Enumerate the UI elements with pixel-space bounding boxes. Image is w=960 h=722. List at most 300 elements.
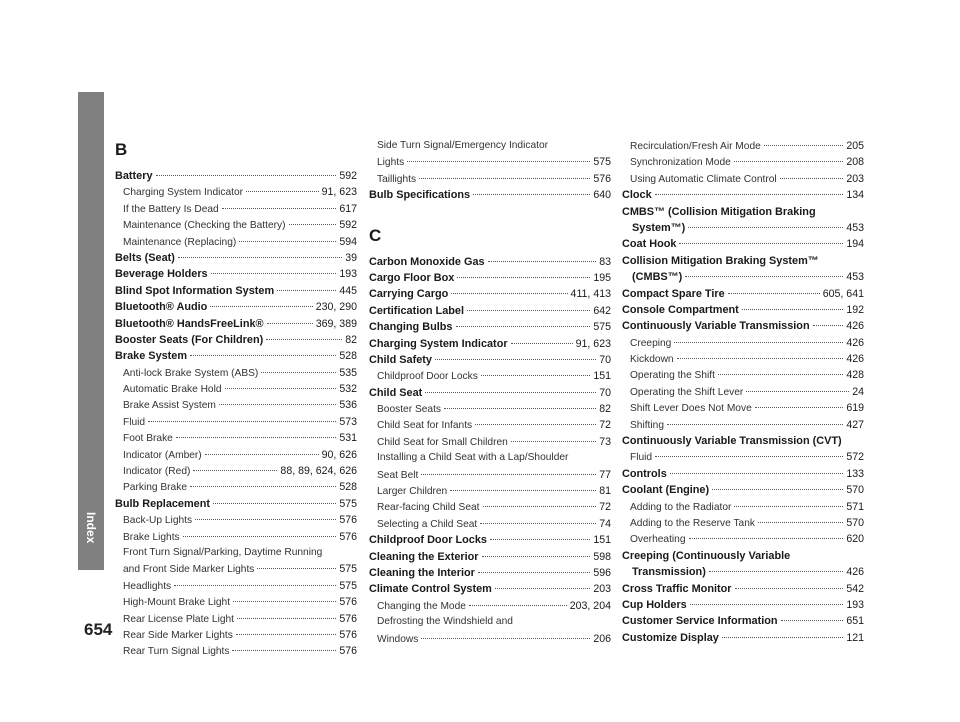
dot-leader — [722, 637, 843, 638]
index-column-1 — [115, 140, 357, 660]
index-subentry — [115, 545, 357, 561]
entry-page-ref: 426 — [846, 566, 864, 579]
dot-leader — [473, 194, 590, 195]
entry-term: Child Seat for Infants — [377, 420, 473, 432]
index-entry — [115, 299, 357, 315]
index-entry — [622, 581, 864, 597]
dot-leader — [193, 470, 277, 471]
entry-term: Belts (Seat) — [115, 251, 175, 264]
entry-term: Carbon Monoxide Gas — [369, 255, 485, 268]
dot-leader — [211, 273, 337, 274]
entry-term: Creeping — [630, 337, 672, 349]
dot-leader — [456, 326, 591, 327]
index-subentry — [115, 627, 357, 643]
index-subentry — [369, 434, 611, 450]
dot-leader — [421, 638, 590, 639]
index-entry — [369, 549, 611, 565]
entry-term: Windows — [377, 633, 419, 645]
index-subentry — [622, 367, 864, 383]
dot-leader — [655, 194, 844, 195]
entry-term: Childproof Door Locks — [377, 371, 478, 383]
entry-page-ref: 81 — [599, 485, 611, 498]
dot-leader — [677, 358, 844, 359]
entry-term: Coolant (Engine) — [622, 484, 710, 497]
entry-page-ref: 642 — [593, 304, 611, 317]
entry-term: Battery — [115, 170, 153, 182]
entry-page-ref: 74 — [599, 517, 611, 530]
index-entry — [115, 316, 357, 332]
entry-term: and Front Side Marker Lights — [123, 564, 255, 576]
index-subentry — [622, 499, 864, 515]
index-section-letter: B — [115, 140, 128, 159]
index-entry — [622, 564, 864, 580]
entry-page-ref: 426 — [846, 353, 864, 366]
entry-term: Fluid — [123, 416, 146, 428]
entry-term: Cross Traffic Monitor — [622, 582, 732, 595]
entry-term: Brake System — [115, 350, 188, 363]
entry-term: Anti-lock Brake System (ABS) — [123, 367, 259, 379]
entry-term: Clock — [622, 189, 652, 202]
index-subentry — [369, 401, 611, 417]
dot-leader — [483, 506, 597, 507]
index-entry — [115, 168, 357, 184]
index-subentry — [115, 643, 357, 659]
entry-term: Installing a Child Seat with a Lap/Shoulder — [377, 452, 569, 464]
index-subentry — [115, 463, 357, 479]
dot-leader — [734, 506, 843, 507]
entry-page-ref: 426 — [846, 320, 864, 333]
index-section-letter: C — [369, 225, 382, 245]
entry-term: Parking Brake — [123, 482, 187, 494]
entry-term: Cargo Floor Box — [369, 271, 455, 284]
entry-term: Child Safety — [369, 353, 432, 366]
entry-page-ref: 230, 290 — [315, 301, 357, 314]
dot-leader — [277, 290, 336, 291]
entry-page-ref: 453 — [846, 221, 864, 234]
dot-leader — [236, 634, 336, 635]
index-subentry — [115, 479, 357, 495]
entry-term: Kickdown — [630, 354, 674, 366]
entry-term: Operating the Shift — [630, 370, 715, 382]
index-entry — [115, 283, 357, 299]
dot-leader — [478, 572, 590, 573]
index-subentry — [369, 138, 611, 154]
entry-page-ref: 576 — [339, 596, 357, 609]
entry-page-ref: 575 — [339, 579, 357, 592]
entry-term: Operating the Shift Lever — [630, 386, 744, 398]
dot-leader — [222, 208, 337, 209]
entry-term: Bulb Replacement — [115, 497, 211, 510]
index-subentry — [622, 171, 864, 187]
dot-leader — [289, 224, 337, 225]
index-subentry — [369, 154, 611, 170]
entry-page-ref: 598 — [593, 550, 611, 563]
entry-term: Recirculation/Fresh Air Mode — [630, 141, 761, 152]
entry-term: Indicator (Red) — [123, 466, 191, 478]
dot-leader — [655, 456, 843, 457]
entry-term: Collision Mitigation Braking System™ — [622, 254, 819, 267]
index-entry — [369, 336, 611, 352]
index-entry — [115, 348, 357, 364]
entry-page-ref: 594 — [339, 235, 357, 248]
entry-page-ref: 528 — [339, 481, 357, 494]
entry-page-ref: 531 — [339, 432, 357, 445]
entry-page-ref: 571 — [846, 500, 864, 513]
dot-leader — [481, 375, 591, 376]
entry-page-ref: 620 — [846, 533, 864, 546]
entry-page-ref: 88, 89, 624, 626 — [280, 465, 357, 478]
entry-page-ref: 203 — [593, 583, 611, 596]
entry-page-ref: 428 — [846, 369, 864, 382]
index-subentry — [115, 201, 357, 217]
entry-term: Brake Assist System — [123, 400, 216, 412]
entry-page-ref: 575 — [593, 156, 611, 169]
dot-leader — [690, 604, 844, 605]
index-subentry — [369, 368, 611, 384]
index-tab-label: Index — [84, 512, 98, 544]
entry-term: Charging System Indicator — [369, 337, 508, 350]
dot-leader — [237, 618, 336, 619]
dot-leader — [174, 585, 336, 586]
dot-leader — [156, 175, 337, 176]
index-entry — [369, 581, 611, 597]
entry-page-ref: 206 — [593, 632, 611, 645]
entry-page-ref: 151 — [593, 534, 611, 547]
index-entry — [369, 286, 611, 302]
index-subentry — [369, 631, 611, 647]
entry-term: Rear-facing Child Seat — [377, 502, 480, 514]
index-subentry — [115, 381, 357, 397]
entry-term: Taillights — [377, 173, 417, 185]
index-subentry — [115, 529, 357, 545]
entry-page-ref: 73 — [599, 435, 611, 448]
dot-leader — [451, 293, 567, 294]
entry-term: Changing Bulbs — [369, 321, 453, 334]
index-entry — [622, 286, 864, 302]
entry-page-ref: 596 — [593, 566, 611, 579]
entry-page-ref: 91, 623 — [575, 337, 611, 350]
dot-leader — [746, 391, 849, 392]
index-entry — [369, 303, 611, 319]
entry-page-ref: 72 — [599, 501, 611, 514]
entry-page-ref: 427 — [846, 418, 864, 431]
dot-leader — [435, 359, 596, 360]
entry-term: (CMBS™) — [632, 271, 683, 284]
dot-leader — [688, 227, 843, 228]
index-subentry — [115, 512, 357, 528]
entry-term: Certification Label — [369, 304, 465, 317]
dot-leader — [712, 489, 843, 490]
entry-page-ref: 195 — [593, 271, 611, 284]
index-entry — [369, 254, 611, 270]
entry-page-ref: 573 — [339, 415, 357, 428]
entry-page-ref: 24 — [852, 385, 864, 398]
dot-leader — [176, 437, 336, 438]
entry-page-ref: 640 — [593, 189, 611, 202]
dot-leader — [495, 588, 590, 589]
dot-leader — [813, 325, 844, 326]
entry-page-ref: 133 — [846, 467, 864, 480]
entry-page-ref: 532 — [339, 383, 357, 396]
dot-leader — [742, 309, 844, 310]
entry-term: Changing the Mode — [377, 600, 466, 612]
index-entry — [622, 302, 864, 318]
dot-leader — [679, 243, 843, 244]
entry-term: Front Turn Signal/Parking, Daytime Running — [123, 546, 323, 558]
index-entry — [622, 204, 864, 220]
entry-term: Controls — [622, 467, 667, 480]
entry-term: Customer Service Information — [622, 615, 778, 628]
entry-term: Larger Children — [377, 486, 448, 498]
entry-page-ref: 39 — [345, 251, 357, 264]
entry-term: Rear License Plate Light — [123, 613, 234, 625]
index-subentry — [622, 400, 864, 416]
index-subentry — [622, 335, 864, 351]
dot-leader — [205, 454, 319, 455]
index-entry — [622, 613, 864, 629]
index-entry — [369, 270, 611, 286]
index-subentry — [115, 430, 357, 446]
index-subentry — [369, 483, 611, 499]
dot-leader — [261, 372, 336, 373]
index-subentry — [369, 417, 611, 433]
entry-term: Cleaning the Exterior — [369, 550, 479, 563]
index-entry — [622, 433, 864, 449]
entry-page-ref: 536 — [339, 399, 357, 412]
entry-page-ref: 575 — [339, 497, 357, 510]
entry-term: Climate Control System — [369, 583, 492, 596]
entry-page-ref: 411, 413 — [570, 288, 611, 301]
dot-leader — [755, 407, 844, 408]
entry-page-ref: 535 — [339, 366, 357, 379]
index-column-2 — [369, 138, 611, 647]
dot-leader — [210, 306, 312, 307]
entry-page-ref: 70 — [599, 386, 611, 399]
index-subentry — [115, 561, 357, 577]
index-side-tab — [78, 92, 104, 570]
entry-page-ref: 90, 626 — [321, 448, 357, 461]
index-entry — [622, 187, 864, 203]
entry-page-ref: 193 — [846, 598, 864, 611]
entry-term: Overheating — [630, 534, 686, 546]
dot-leader — [490, 539, 590, 540]
dot-leader — [728, 293, 820, 294]
entry-term: Bulb Specifications — [369, 189, 471, 202]
index-subentry — [115, 184, 357, 200]
dot-leader — [475, 424, 596, 425]
dot-leader — [225, 388, 337, 389]
entry-term: Child Seat for Small Children — [377, 436, 508, 448]
entry-term: Maintenance (Replacing) — [123, 236, 237, 248]
entry-term: Automatic Brake Hold — [123, 384, 222, 396]
dot-leader — [425, 392, 596, 393]
entry-term: Rear Turn Signal Lights — [123, 646, 230, 658]
entry-page-ref: 72 — [599, 419, 611, 432]
entry-term: Creeping (Continuously Variable — [622, 549, 791, 562]
entry-term: Selecting a Child Seat — [377, 518, 478, 530]
entry-term: CMBS™ (Collision Mitigation Braking — [622, 205, 816, 218]
entry-page-ref: 77 — [599, 468, 611, 481]
index-subentry — [622, 384, 864, 400]
index-subentry — [369, 171, 611, 187]
dot-leader — [178, 257, 342, 258]
dot-leader — [467, 310, 590, 311]
index-subentry — [115, 365, 357, 381]
index-entry — [115, 250, 357, 266]
entry-page-ref: 453 — [846, 271, 864, 284]
entry-term: Blind Spot Information System — [115, 284, 275, 297]
entry-page-ref: 205 — [846, 140, 864, 152]
entry-page-ref: 208 — [846, 156, 864, 169]
entry-term: Adding to the Reserve Tank — [630, 517, 755, 529]
dot-leader — [781, 620, 844, 621]
entry-page-ref: 134 — [846, 189, 864, 202]
index-entry — [369, 187, 611, 203]
dot-leader — [183, 536, 337, 537]
index-entry — [369, 532, 611, 548]
entry-page-ref: 570 — [846, 516, 864, 529]
dot-leader — [734, 161, 844, 162]
index-entry — [369, 352, 611, 368]
entry-term: Indicator (Amber) — [123, 449, 202, 461]
entry-term: Compact Spare Tire — [622, 287, 725, 300]
index-subentry — [369, 499, 611, 515]
dot-leader — [511, 441, 596, 442]
entry-term: Customize Display — [622, 631, 719, 644]
dot-leader — [266, 339, 342, 340]
dot-leader — [685, 276, 843, 277]
index-entry — [369, 319, 611, 335]
entry-page-ref: 369, 389 — [315, 317, 357, 330]
entry-page-ref: 91, 623 — [321, 186, 357, 199]
entry-term: Shifting — [630, 419, 664, 431]
dot-leader — [780, 178, 844, 179]
index-subentry — [369, 598, 611, 614]
entry-page-ref: 575 — [339, 563, 357, 576]
entry-term: Continuously Variable Transmission — [622, 320, 810, 333]
index-subentry — [115, 397, 357, 413]
index-subentry — [115, 234, 357, 250]
entry-page-ref: 83 — [599, 255, 611, 268]
entry-term: Lights — [377, 157, 405, 169]
entry-term: Back-Up Lights — [123, 515, 193, 527]
dot-leader — [233, 601, 336, 602]
index-entry — [622, 482, 864, 498]
index-subentry — [115, 594, 357, 610]
index-subentry — [622, 351, 864, 367]
entry-page-ref: 203, 204 — [569, 599, 611, 612]
entry-term: Using Automatic Climate Control — [630, 173, 777, 185]
entry-page-ref: 617 — [339, 202, 357, 215]
index-subentry — [622, 449, 864, 465]
index-entry — [622, 466, 864, 482]
index-entry — [622, 220, 864, 236]
dot-leader — [709, 571, 843, 572]
index-subentry — [115, 414, 357, 430]
entry-term: Carrying Cargo — [369, 288, 449, 301]
entry-term: Child Seat — [369, 386, 423, 399]
entry-page-ref: 651 — [846, 615, 864, 628]
dot-leader — [674, 342, 843, 343]
index-subentry — [622, 531, 864, 547]
dot-leader — [735, 588, 844, 589]
index-entry — [622, 236, 864, 252]
dot-leader — [488, 261, 597, 262]
dot-leader — [419, 178, 590, 179]
index-subentry — [622, 515, 864, 531]
index-entry — [115, 496, 357, 512]
entry-term: Rear Side Marker Lights — [123, 629, 233, 641]
dot-leader — [444, 408, 596, 409]
page-number: 654 — [84, 620, 113, 639]
entry-page-ref: 82 — [599, 403, 611, 416]
entry-page-ref: 445 — [339, 284, 357, 297]
index-entry — [622, 597, 864, 613]
dot-leader — [667, 424, 843, 425]
dot-leader — [239, 241, 336, 242]
dot-leader — [670, 473, 844, 474]
index-entry — [115, 332, 357, 348]
entry-term: Continuously Variable Transmission (CVT) — [622, 435, 842, 448]
index-entry — [369, 385, 611, 401]
entry-page-ref: 576 — [339, 612, 357, 625]
index-subentry — [369, 614, 611, 630]
index-subentry — [622, 417, 864, 433]
index-entry — [622, 253, 864, 269]
entry-term: Charging System Indicator — [123, 187, 244, 199]
entry-page-ref: 570 — [846, 484, 864, 497]
index-subentry — [622, 138, 864, 154]
entry-term: Bluetooth® HandsFreeLink® — [115, 317, 264, 330]
entry-term: System™) — [632, 221, 686, 234]
dot-leader — [758, 522, 843, 523]
index-subentry — [115, 578, 357, 594]
dot-leader — [718, 374, 843, 375]
entry-term: Shift Lever Does Not Move — [630, 403, 752, 415]
index-subentry — [115, 611, 357, 627]
entry-term: Transmission) — [632, 566, 706, 579]
entry-page-ref: 203 — [846, 172, 864, 185]
dot-leader — [469, 605, 567, 606]
index-entry — [622, 318, 864, 334]
entry-term: Beverage Holders — [115, 268, 208, 281]
entry-term: Bluetooth® Audio — [115, 301, 208, 314]
entry-term: Synchronization Mode — [630, 157, 731, 169]
entry-page-ref: 121 — [846, 631, 864, 644]
entry-term: High-Mount Brake Light — [123, 597, 231, 609]
entry-page-ref: 576 — [593, 172, 611, 185]
index-entry — [622, 548, 864, 564]
dot-leader — [480, 523, 596, 524]
entry-term: Coat Hook — [622, 238, 677, 251]
index-subentry — [369, 516, 611, 532]
entry-page-ref: 576 — [339, 645, 357, 658]
dot-leader — [457, 277, 590, 278]
dot-leader — [246, 191, 319, 192]
entry-page-ref: 194 — [846, 238, 864, 251]
dot-leader — [148, 421, 336, 422]
entry-page-ref: 82 — [345, 333, 357, 346]
dot-leader — [213, 503, 336, 504]
dot-leader — [407, 161, 590, 162]
entry-term: Brake Lights — [123, 531, 180, 543]
index-entry — [115, 266, 357, 282]
entry-term: Cleaning the Interior — [369, 566, 475, 579]
entry-term: Adding to the Radiator — [630, 501, 732, 513]
index-subentry — [369, 450, 611, 466]
dot-leader — [511, 343, 573, 344]
entry-page-ref: 619 — [846, 402, 864, 415]
